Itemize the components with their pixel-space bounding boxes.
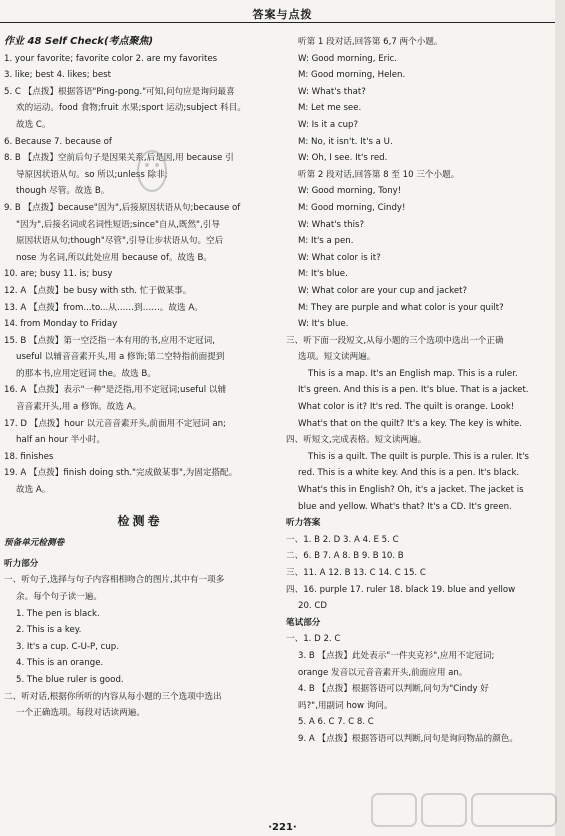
listening-line: 3. It's a cup. C-U-P, cup.: [16, 641, 119, 652]
answer-line: 10. are; busy 11. is; busy: [4, 269, 113, 280]
answer-line: 19. A 【点拨】finish doing sth."完成做某事",为固定搭配。: [4, 468, 238, 479]
script-line: M: Let me see.: [298, 103, 362, 114]
answer-key-line: 20. CD: [298, 601, 328, 612]
answer-line: 导原因状语从句。so 所以;unless 除非;: [16, 169, 168, 180]
page-header: [0, 0, 565, 26]
written-line: 一、1. D 2. C: [286, 634, 341, 645]
watermark-mascot-icon: [130, 145, 175, 200]
answer-line: 故选 C。: [16, 119, 51, 130]
answer-line: 17. D 【点拨】hour 以元音音素开头,前面用不定冠词 an;: [4, 418, 226, 429]
listening-line: 5. The blue ruler is good.: [16, 674, 124, 685]
answer-line: 13. A 【点拨】from...to...从……到……。故选 A。: [4, 302, 203, 313]
answer-line: 15. B 【点拨】第一空泛指一本有用的书,应用不定冠词,: [4, 335, 215, 346]
answer-line: "因为",后接名词或名词性短语;since"自从,既然",引导: [16, 219, 220, 230]
script-line: What's this in English? Oh, it's a jacket. The jacket is: [298, 485, 524, 496]
listening-line: 4. This is an orange.: [16, 658, 104, 669]
listening-line: 2. This is a key.: [16, 625, 82, 636]
answer-line: 8. B 【点拨】空前后句子是因果关系,后是因,用 because 引: [4, 153, 234, 164]
script-line: W: What's this?: [298, 219, 365, 230]
left-column: [4, 34, 276, 722]
script-line: M: No, it isn't. It's a U.: [298, 136, 393, 147]
section-title: 检测卷: [117, 513, 163, 528]
assignment-heading: 作业 48 Self Check(考点聚焦): [4, 36, 154, 47]
script-line: W: Oh, I see. It's red.: [298, 153, 388, 164]
answer-line: 16. A 【点拨】表示"一种"是泛指,用不定冠词;useful 以辅: [4, 385, 227, 396]
answer-line: 6. Because 7. because of: [4, 136, 112, 147]
script-line: M: Good morning, Helen.: [298, 70, 406, 81]
written-title: 笔试部分: [286, 617, 321, 628]
script-line: red. This is a white key. And this is a pen. It's black.: [298, 468, 520, 479]
script-line: What color is it? It's red. The quilt is orange. Look!: [298, 402, 515, 413]
answers-title: 听力答案: [286, 518, 321, 529]
script-line: This is a quilt. The quilt is purple. This is a ruler. It's: [308, 451, 530, 462]
script-line: W: Is it a cup?: [298, 119, 359, 130]
script-line: M: It's blue.: [298, 269, 348, 280]
script-line: W: What color is it?: [298, 252, 381, 263]
answer-line: 9. B 【点拨】because"因为",后接原因状语从句;because of: [4, 202, 241, 213]
header-rule: [0, 22, 565, 23]
answer-line: 5. C 【点拨】根据答语"Ping-pong."可知,问句应是询问最喜: [4, 86, 235, 97]
script-line: It's green. And this is a pen. It's blue. That is a jacket.: [298, 385, 529, 396]
written-line: 9. A 【点拨】根据答语可以判断,问句是询问物品的颜色。: [298, 733, 518, 744]
answer-key-line: 三、11. A 12. B 13. C 14. C 15. C: [286, 568, 426, 578]
answer-line: useful 以辅音音素开头,用 a 修饰;第二空特指前面提到: [16, 352, 225, 363]
watermark-logo-icon: [370, 790, 560, 830]
listening-line: 1. The pen is black.: [16, 608, 100, 619]
answer-line: 1. your favorite; favorite color 2. are my favorites: [4, 53, 218, 64]
page-number: ·221·: [268, 822, 297, 833]
script-line: W: Good morning, Tony!: [298, 186, 402, 197]
script-line: M: They are purple and what color is your quilt?: [298, 302, 504, 313]
listening-line: 余。每个句子读一遍。: [16, 592, 102, 602]
written-line: 3. B 【点拨】此处表示"一件夹克衫",应用不定冠词;: [298, 650, 495, 661]
script-line: W: Good morning, Eric.: [298, 53, 397, 64]
answer-line: 的那本书,应用定冠词 the。故选 B。: [16, 368, 156, 379]
written-line: 5. A 6. C 7. C 8. C: [298, 717, 374, 728]
answer-line: 18. finishes: [4, 451, 54, 462]
answer-line: 原因状语从句;though"尽管",引导让步状语从句。空后: [16, 236, 224, 247]
answer-line: though 尽管。故选 B。: [16, 186, 110, 197]
answer-line: 14. from Monday to Friday: [4, 319, 118, 330]
page-edge-shadow: [555, 0, 565, 836]
script-line: 听第 2 段对话,回答第 8 至 10 三个小题。: [298, 169, 460, 180]
script-line: M: Good morning, Cindy!: [298, 202, 406, 213]
answer-key-line: 一、1. B 2. D 3. A 4. E 5. C: [286, 534, 399, 545]
answer-key-line: 二、6. B 7. A 8. B 9. B 10. B: [286, 551, 404, 562]
answer-line: 12. A 【点拨】be busy with sth. 忙于做某事。: [4, 285, 192, 296]
written-line: orange 发音以元音音素开头,前面应用 an。: [298, 667, 468, 678]
listening-line: 二、听对话,根据你所听的内容从每小题的三个选项中选出: [4, 691, 222, 702]
right-column: [286, 34, 556, 748]
written-line: 4. B 【点拨】根据答语可以判断,问句为"Cindy 好: [298, 684, 489, 695]
script-line: W: What's that?: [298, 86, 366, 97]
answer-key-line: 四、16. purple 17. ruler 18. black 19. blue and yellow: [286, 584, 516, 595]
answer-line: 音音素开头,用 a 修饰。故选 A。: [16, 402, 142, 413]
script-line: M: It's a pen.: [298, 236, 354, 247]
written-line: 吗?",用副词 how 询问。: [298, 700, 393, 711]
header-title: 答案与点拨: [252, 8, 313, 21]
answer-line: half an hour 半小时。: [16, 435, 106, 446]
script-line: blue and yellow. What's that? It's a CD. It's green.: [298, 501, 512, 512]
listening-line: 一、听句子,选择与句子内容相相吻合的图片,其中有一项多: [4, 575, 225, 586]
answer-line: 故选 A。: [16, 485, 51, 496]
subsection-title: 预备单元检测卷: [4, 538, 65, 549]
listening-line: 一个正确选项。每段对话读两遍。: [16, 708, 145, 719]
answer-line: 3. like; best 4. likes; best: [4, 70, 111, 81]
script-line: 四、听短文,完成表格。短文读两遍。: [286, 435, 427, 446]
listening-title: 听力部分: [4, 558, 39, 569]
script-line: W: What color are your cup and jacket?: [298, 285, 468, 296]
script-line: W: It's blue.: [298, 319, 349, 330]
answer-line: 欢的运动。food 食物;fruit 水果;sport 运动;subject 科目。: [16, 103, 246, 114]
answer-line: nose 为名词,所以此处应用 because of。故选 B。: [16, 252, 212, 263]
script-line: 听第 1 段对话,回答第 6,7 两个小题。: [298, 37, 443, 47]
script-line: 三、听下面一段短文,从每小题的三个选项中选出一个正确: [286, 335, 504, 346]
script-line: What's that on the quilt? It's a key. The key is white.: [298, 418, 523, 429]
script-line: 选项。短文读两遍。: [298, 352, 376, 363]
script-line: This is a map. It's an English map. This is a ruler.: [308, 368, 518, 379]
